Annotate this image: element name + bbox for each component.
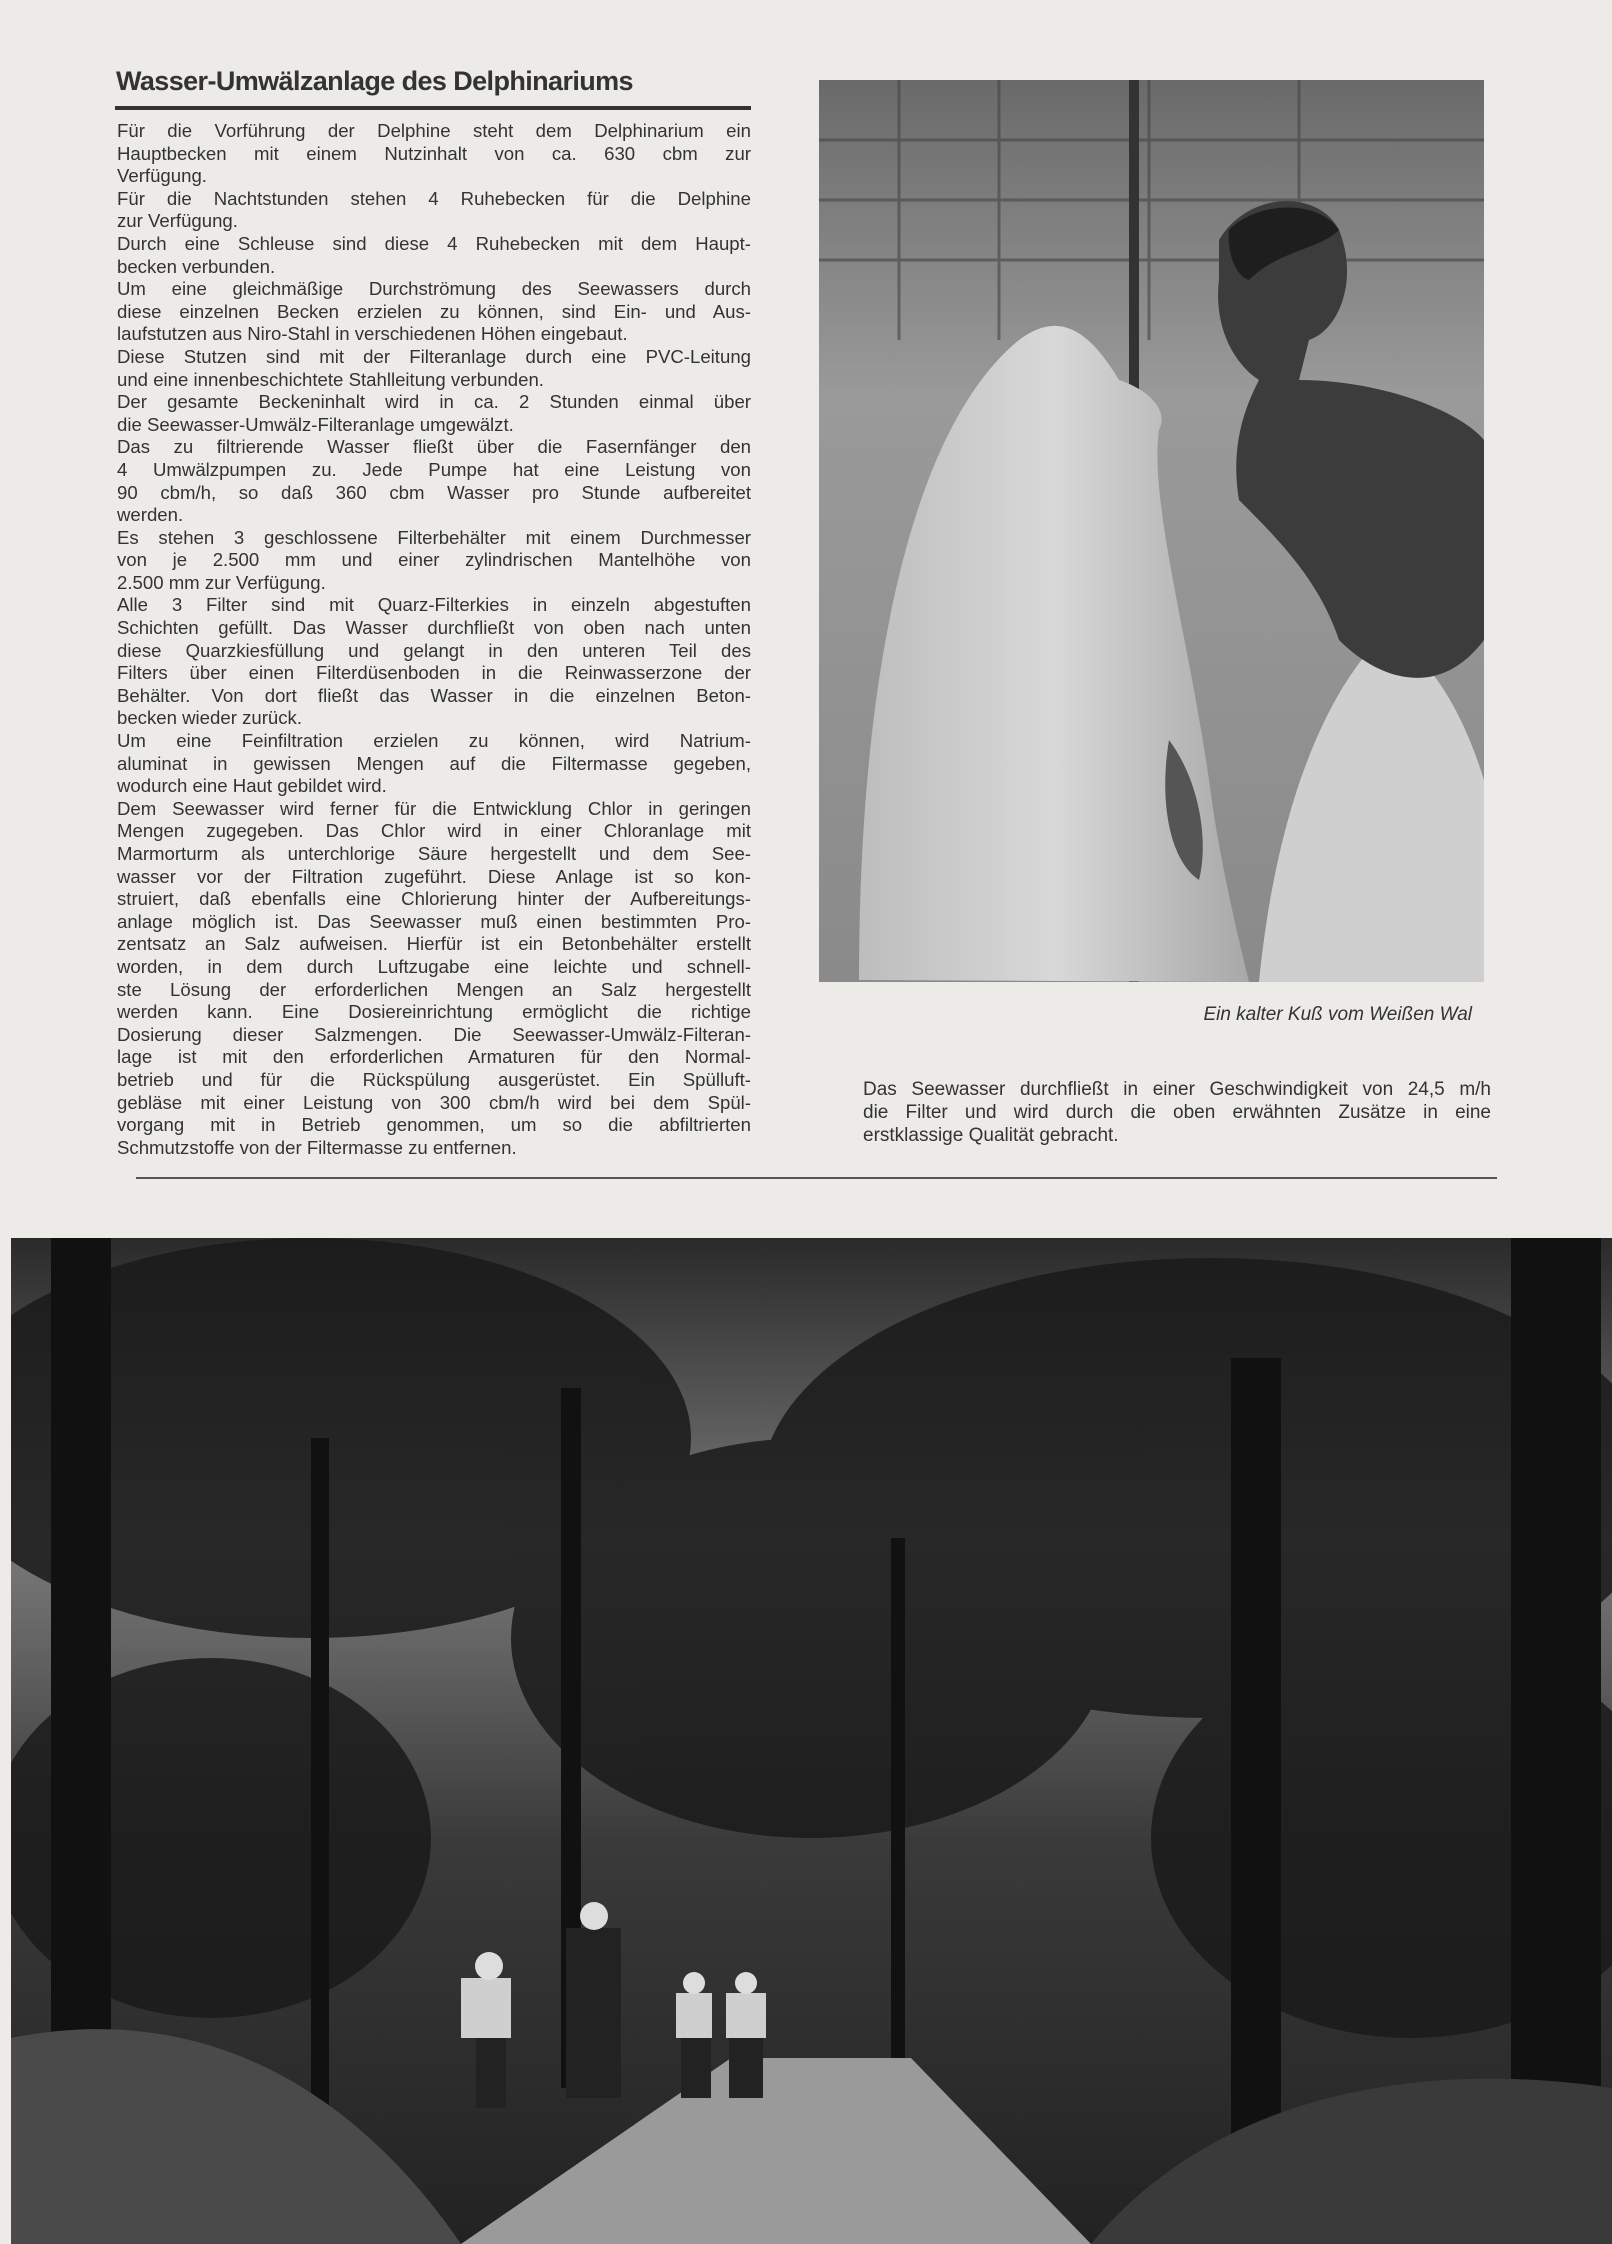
text-line: Alle 3 Filter sind mit Quarz-Filterkies in einzeln abgestuften — [117, 594, 751, 616]
text-line: zur Verfügung. — [117, 210, 238, 232]
photo-caption: Ein kalter Kuß vom Weißen Wal — [1203, 1004, 1472, 1025]
text-line: Um eine Feinfiltration erzielen zu können, wird Natrium- — [117, 730, 751, 752]
text-line: Marmorturm als unterchlorige Säure hergestellt und dem See- — [117, 843, 751, 864]
paragraph — [117, 188, 751, 233]
text-line: becken verbunden. — [117, 255, 276, 277]
title-underline — [115, 106, 751, 110]
text-line: Behälter. Von dort fließt das Wasser in die einzelnen Beton- — [117, 684, 751, 706]
article-body — [117, 120, 751, 1159]
text-line: Hauptbecken mit einem Nutzinhalt von ca. 630 cbm zur — [117, 142, 751, 164]
text-line: Dosierung dieser Salzmengen. Die Seewasser-Umwälz-Filteran- — [117, 1023, 751, 1045]
text-line: wodurch eine Haut gebildet wird. — [117, 775, 387, 797]
paragraph — [117, 527, 751, 595]
text-line: Um eine gleichmäßige Durchströmung des Seewassers durch — [117, 278, 751, 300]
text-line: diese einzelnen Becken erzielen zu können, sind Ein- und Aus- — [117, 300, 751, 322]
text-line: und eine innenbeschichtete Stahlleitung verbunden. — [117, 368, 544, 390]
paragraph — [117, 391, 751, 436]
text-line: Filters über einen Filterdüsenboden in die Reinwasserzone der — [117, 662, 751, 684]
text-line: Für die Vorführung der Delphine steht dem Delphinarium ein — [117, 120, 751, 141]
text-line: Es stehen 3 geschlossene Filterbehälter mit einem Durchmesser — [117, 526, 751, 548]
text-line: Das Seewasser durchfließt in einer Geschwindigkeit von 24,5 m/h — [863, 1079, 1491, 1100]
text-line: Diese Stutzen sind mit der Filteranlage durch eine PVC-Leitung — [117, 345, 751, 367]
text-line: vorgang mit in Betrieb genommen, um so die abfiltrierten — [117, 1114, 751, 1136]
text-line: erstklassige Qualität gebracht. — [863, 1125, 1119, 1146]
paragraph — [117, 798, 751, 1160]
text-line: Dem Seewasser wird ferner für die Entwicklung Chlor in geringen — [117, 797, 751, 819]
text-line: wasser vor der Filtration zugeführt. Diese Anlage ist so kon- — [117, 865, 751, 887]
text-line: aluminat in gewissen Mengen auf die Filtermasse gegeben, — [117, 752, 751, 774]
text-line: anlage möglich ist. Das Seewasser muß einen bestimmten Pro- — [117, 910, 751, 932]
paragraph — [117, 346, 751, 391]
text-line: Durch eine Schleuse sind diese 4 Ruhebecken mit dem Haupt- — [117, 232, 751, 254]
paragraph — [117, 120, 751, 188]
text-line: die Seewasser-Umwälz-Filteranlage umgewälzt. — [117, 413, 514, 435]
text-line: zentsatz an Salz aufweisen. Hierfür ist ein Betonbehälter erstellt — [117, 933, 751, 955]
paragraph — [117, 436, 751, 526]
paragraph — [117, 278, 751, 346]
text-line: diese Quarzkiesfüllung und gelangt in den unteren Teil des — [117, 639, 751, 661]
text-line: Schmutzstoffe von der Filtermasse zu entfernen. — [117, 1136, 517, 1158]
text-line: Schichten gefüllt. Das Wasser durchfließt von oben nach unten — [117, 617, 751, 639]
text-line: Das zu filtrierende Wasser fließt über die Fasernfänger den — [117, 436, 751, 458]
text-line: die Filter und wird durch die oben erwähnten Zusätze in eine — [863, 1102, 1491, 1123]
text-line: struiert, daß ebenfalls eine Chlorierung hinter der Aufbereitungs- — [117, 888, 751, 910]
text-line: lage ist mit den erforderlichen Armaturen für den Normal- — [117, 1046, 751, 1068]
beluga-kiss-photo — [819, 80, 1484, 982]
text-line: gebläse mit einer Leistung von 300 cbm/h wird bei dem Spül- — [117, 1091, 751, 1113]
text-line: betrieb und für die Rückspülung ausgerüstet. Ein Spülluft- — [117, 1068, 751, 1090]
text-line: werden. — [117, 504, 184, 526]
text-line: Verfügung. — [117, 165, 207, 187]
text-line: 90 cbm/h, so daß 360 cbm Wasser pro Stunde aufbereitet — [117, 481, 751, 503]
text-line: Mengen zugegeben. Das Chlor wird in einer Chloranlage mit — [117, 820, 751, 842]
text-line: werden kann. Eine Dosiereinrichtung ermöglicht die richtige — [117, 1001, 751, 1023]
paragraph — [117, 730, 751, 798]
text-line: 2.500 mm zur Verfügung. — [117, 571, 326, 593]
text-line: Für die Nachtstunden stehen 4 Ruhebecken für die Delphine — [117, 187, 751, 209]
text-line: von je 2.500 mm und einer zylindrischen Mantelhöhe von — [117, 549, 751, 571]
section-divider — [136, 1177, 1497, 1179]
text-line: ste Lösung der erforderlichen Mengen an Salz hergestellt — [117, 978, 751, 1000]
text-line: Der gesamte Beckeninhalt wird in ca. 2 Stunden einmal über — [117, 391, 751, 413]
forest-path-photo — [11, 1238, 1612, 2244]
text-line: 4 Umwälzpumpen zu. Jede Pumpe hat eine Leistung von — [117, 458, 751, 480]
article-title: Wasser-Umwälzanlage des Delphinariums — [116, 66, 633, 96]
text-line: laufstutzen aus Niro-Stahl in verschiedenen Höhen eingebaut. — [117, 323, 628, 345]
paragraph — [117, 233, 751, 278]
side-paragraph — [863, 1078, 1491, 1147]
text-line: worden, in dem durch Luftzugabe eine leichte und schnell- — [117, 955, 751, 977]
paragraph — [117, 594, 751, 730]
text-line: becken wieder zurück. — [117, 707, 302, 729]
